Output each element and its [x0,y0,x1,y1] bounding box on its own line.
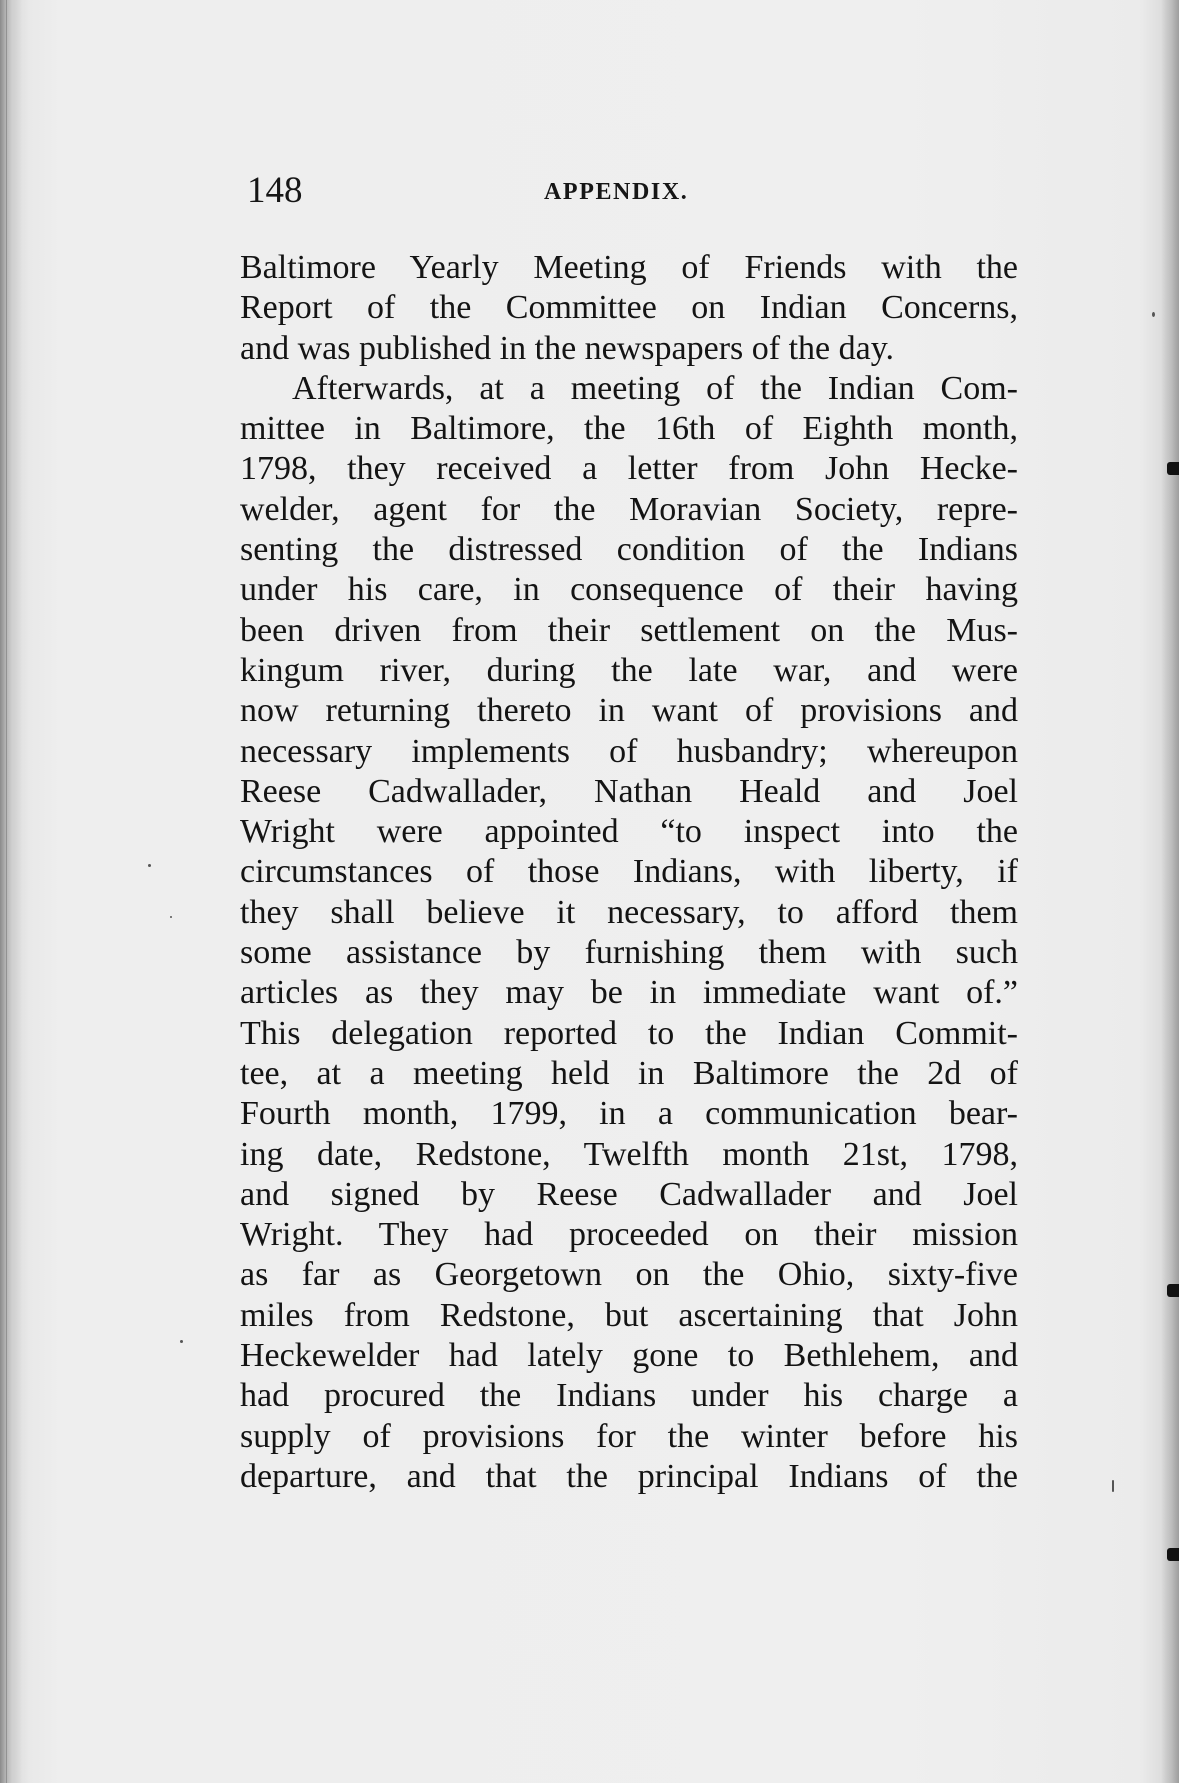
text-line: Baltimore Yearly Meeting of Friends with the [240,249,1018,286]
binding-edge [0,0,22,1783]
text-line: Heckewelder had lately gone to Bethlehem, and [240,1337,1018,1375]
page-fore-edge [1161,0,1179,1783]
body-text [240,248,1018,1497]
paper-speck [1112,1480,1114,1492]
text-line: now returning thereto in want of provisions and [240,692,1018,730]
text-line: had procured the Indians under his charge a [240,1377,1018,1415]
page-number: 148 [247,170,303,211]
edge-mark [1167,1548,1179,1561]
text-line: mittee in Baltimore, the 16th of Eighth month, [240,410,1018,448]
text-line: supply of provisions for the winter before his [240,1417,1018,1455]
text-line: Reese Cadwallader, Nathan Heald and Joel [240,772,1018,810]
paper-speck [180,1340,183,1343]
text-line: necessary implements of husbandry; whereupon [240,732,1018,770]
text-line: under his care, in consequence of their having [240,571,1018,609]
text-line: Report of the Committee on Indian Concerns, [240,289,1018,327]
text-line: Fourth month, 1799, in a communication bear- [240,1095,1018,1133]
text-line: articles as they may be in immediate want of.” [240,974,1018,1012]
text-line: they shall believe it necessary, to afford them [240,893,1018,931]
text-line: kingum river, during the late war, and were [240,651,1018,689]
text-line: Wright. They had proceeded on their mission [240,1216,1018,1254]
text-line: welder, agent for the Moravian Society, repre- [240,490,1018,528]
text-line: miles from Redstone, but ascertaining that John [240,1296,1018,1334]
text-line: circumstances of those Indians, with liberty, if [240,853,1018,891]
text-line: Afterwards, at a meeting of the Indian Com- [292,369,1018,407]
text-line: and signed by Reese Cadwallader and Joel [240,1175,1018,1213]
paper-speck [1152,312,1155,317]
text-line: departure, and that the principal Indians of the [240,1457,1018,1495]
text-line: senting the distressed condition of the Indians [240,531,1018,569]
edge-mark [1167,462,1179,475]
text-line: as far as Georgetown on the Ohio, sixty-five [240,1256,1018,1294]
running-head [247,168,1017,214]
text-line: Wright were appointed “to inspect into the [240,813,1018,851]
text-line: some assistance by furnishing them with such [240,934,1018,972]
paper-speck [148,864,151,867]
text-line: This delegation reported to the Indian Commit- [240,1014,1018,1052]
paper-speck [170,916,172,918]
text-line: ing date, Redstone, Twelfth month 21st, 1798, [240,1135,1018,1173]
edge-mark [1167,1284,1179,1297]
binding-crease [6,0,7,1783]
text-line: been driven from their settlement on the Mus- [240,611,1018,649]
text-line: tee, at a meeting held in Baltimore the 2d of [240,1054,1018,1092]
text-line: 1798, they received a letter from John Hecke- [240,450,1018,488]
running-title: APPENDIX. [544,179,689,205]
text-line: and was published in the newspapers of the day. [240,329,895,367]
